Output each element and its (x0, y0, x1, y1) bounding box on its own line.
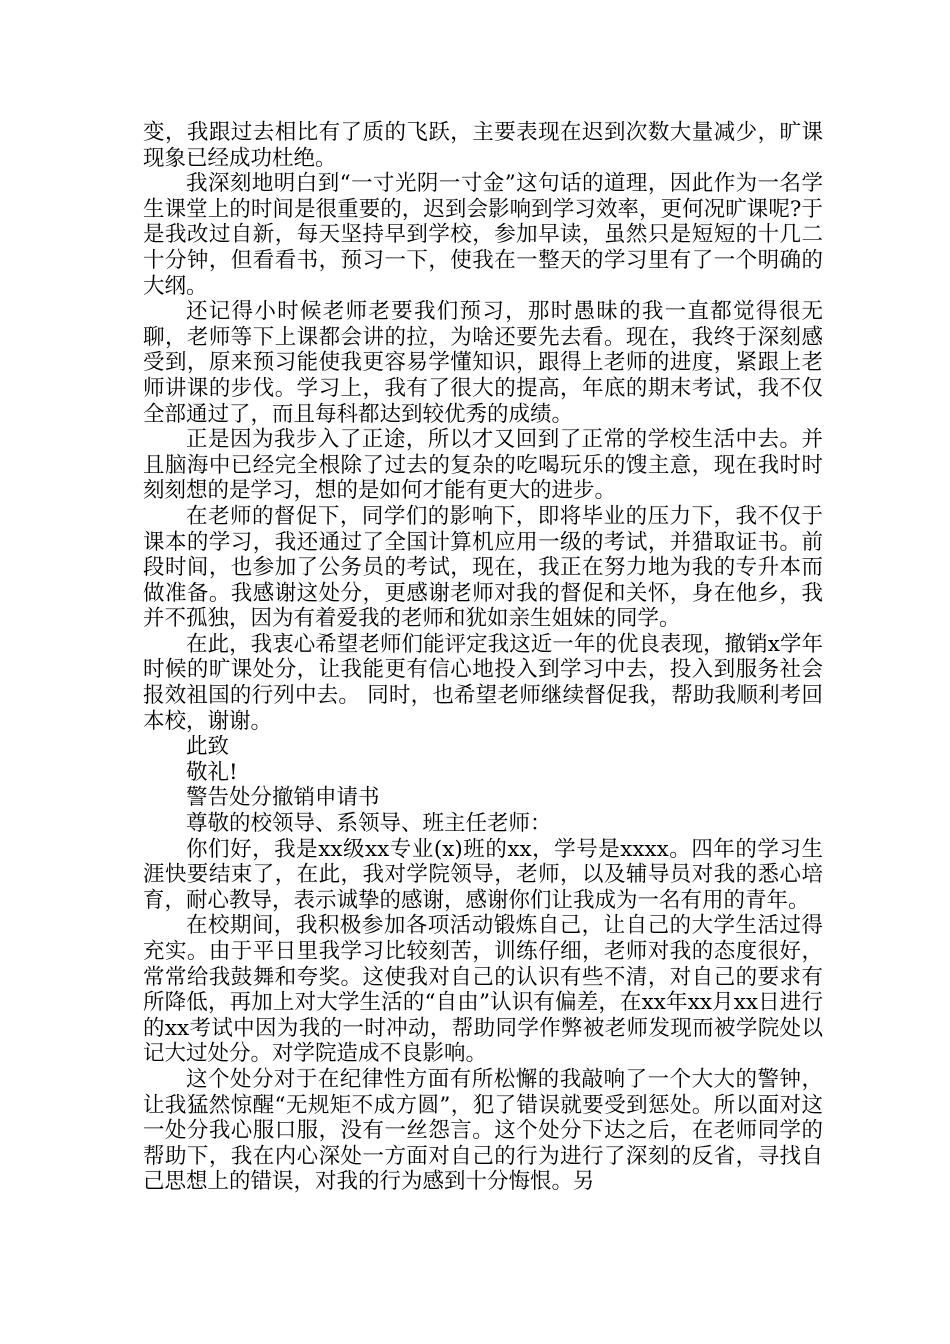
greeting-line: 尊敬的校领导、系领导、班主任老师： (186, 811, 552, 837)
closing-salutation: 此致 (186, 734, 230, 760)
section-title: 警告处分撤销申请书 (186, 785, 380, 811)
document-body (143, 120, 823, 1195)
paragraph-4: 正是因为我步入了正途，所以才又回到了正常的学校生活中去。并且脑海中已经完全根除了过去的复杂的吃喝玩乐的馊主意，现在我时时刻刻想的是学习，想的是如何才能有更大的进步。 (143, 427, 823, 504)
paragraph-7: 你们好，我是xx级xx专业(x)班的xx，学号是xxxx。四年的学习生涯快要结束了，在此，我对学院领导，老师，以及辅导员对我的悉心培育，耐心教导，表示诚挚的感谢，感谢你们让我成为一名有用的青年。 (143, 836, 823, 913)
closing-regards: 敬礼! (186, 759, 238, 785)
paragraph-1: 变，我跟过去相比有了质的飞跃，主要表现在迟到次数大量减少，旷课现象已经成功杜绝。 (143, 120, 823, 171)
paragraph-3: 还记得小时候老师老要我们预习，那时愚昧的我一直都觉得很无聊，老师等下上课都会讲的拉，为啥还要先去看。现在，我终于深刻感受到，原来预习能使我更容易学懂知识，跟得上老师的进度，紧跟上老师讲课的步伐。学习上，我有了很大的提高，年底的期末考试，我不仅全部通过了，而且每科都达到较优秀的成绩。 (143, 299, 823, 427)
paragraph-2: 我深刻地明白到“一寸光阴一寸金”这句话的道理，因此作为一名学生课堂上的时间是很重要的，迟到会影响到学习效率，更何况旷课呢?于是我改过自新，每天坚持早到学校，参加早读，虽然只是短短的十几二十分钟，但看看书，预习一下，使我在一整天的学习里有了一个明确的大纲。 (143, 171, 823, 299)
paragraph-9: 这个处分对于在纪律性方面有所松懈的我敲响了一个大大的警钟，让我猛然惊醒“无规矩不成方圆”，犯了错误就要受到惩处。所以面对这一处分我心服口服，没有一丝怨言。这个处分下达之后，在老师同学的帮助下，我在内心深处一方面对自己的行为进行了深刻的反省，寻找自己思想上的错误，对我的行为感到十分悔恨。另 (143, 1066, 823, 1195)
paragraph-6: 在此，我衷心希望老师们能评定我这近一年的优良表现，撤销x学年时候的旷课处分，让我能更有信心地投入到学习中去，投入到服务社会报效祖国的行列中去。 同时，也希望老师继续督促我，帮助我顺利考回本校，谢谢。 (143, 631, 823, 734)
paragraph-5: 在老师的督促下，同学们的影响下，即将毕业的压力下，我不仅于课本的学习，我还通过了全国计算机应用一级的考试，并猎取证书。前段时间，也参加了公务员的考试，现在，我正在努力地为我的专升本而做准备。我感谢这处分，更感谢老师对我的督促和关怀，身在他乡，我并不孤独，因为有着爱我的老师和犹如亲生姐妹的同学。 (143, 503, 823, 632)
paragraph-8: 在校期间，我积极参加各项活动锻炼自己，让自己的大学生活过得充实。由于平日里我学习比较刻苦，训练仔细，老师对我的态度很好，常常给我鼓舞和夸奖。这使我对自己的认识有些不清，对自己的要求有所降低，再加上对大学生活的“自由”认识有偏差，在xx年xx月xx日进行的xx考试中因为我的一时冲动，帮助同学作弊被老师发现而被学院处以记大过处分。对学院造成不良影响。 (143, 913, 823, 1067)
